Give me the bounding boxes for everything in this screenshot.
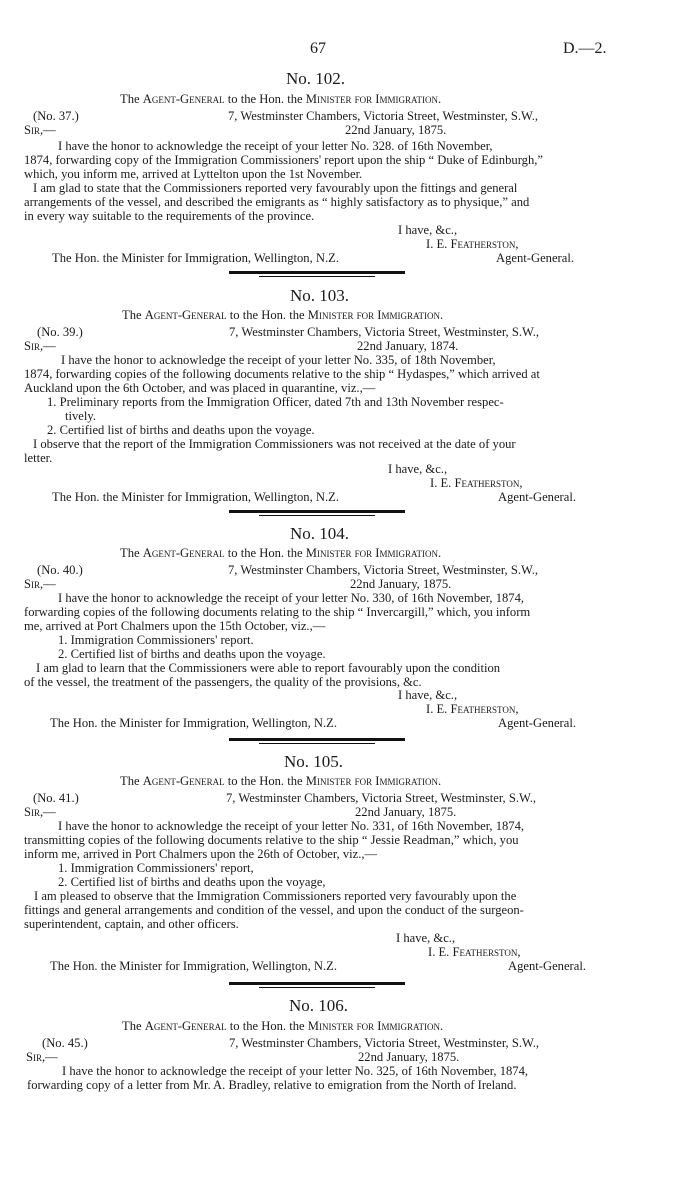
body-line: transmitting copies of the following documents relative to the ship “ Jessie Readman,” which, you	[24, 833, 519, 847]
letter-heading: The Agent-General to the Hon. the Minister for Immigration.	[120, 546, 442, 560]
document-reference: D.—2.	[563, 40, 607, 57]
page-number: 67	[310, 40, 326, 57]
letter-address: 7, Westminster Chambers, Victoria Street, Westminster, S.W.,	[229, 325, 540, 339]
body-line: letter.	[24, 451, 53, 465]
letter-ref: (No. 45.)	[42, 1036, 88, 1050]
from-role: Agent-General	[142, 774, 225, 788]
from-role: Agent-General	[144, 308, 227, 322]
to-role: Minister for Immigration	[307, 1019, 440, 1033]
letter-number: No. 105.	[284, 752, 344, 771]
letter-signer: I. E. Featherston,	[426, 702, 519, 716]
letter-recipient: The Hon. the Minister for Immigration, Wellington, N.Z.	[52, 490, 339, 504]
body-line: 1. Preliminary reports from the Immigration Officer, dated 7th and 13th November respec-	[47, 395, 504, 409]
from-role: Agent-General	[144, 1019, 227, 1033]
letter-heading: The Agent-General to the Hon. the Minister for Immigration.	[122, 308, 444, 322]
body-line: I have the honor to acknowledge the receipt of your letter No. 331, of 16th November, 1874,	[58, 819, 525, 833]
letter-ref: (No. 41.)	[33, 791, 79, 805]
letter-address: 7, Westminster Chambers, Victoria Street, Westminster, S.W.,	[228, 109, 539, 123]
separator-rule	[229, 271, 405, 274]
body-line: inform me, arrived in Port Chalmers upon the 26th of October, viz.,—	[24, 847, 378, 861]
letter-ref: (No. 39.)	[37, 325, 83, 339]
letter-salutation: Sir,—	[24, 577, 56, 591]
letter-signer: I. E. Featherston,	[426, 237, 519, 251]
body-line: 1874, forwarding copies of the following documents relative to the ship “ Hydaspes,” which arrived at	[24, 367, 540, 381]
letter-closing: I have, &c.,	[398, 688, 458, 702]
letter-signer-title: Agent-General.	[508, 959, 586, 973]
letter-closing: I have, &c.,	[396, 931, 456, 945]
letter-closing: I have, &c.,	[398, 223, 458, 237]
body-line: 2. Certified list of births and deaths upon the voyage.	[47, 423, 315, 437]
letter-number: No. 104.	[290, 524, 350, 543]
body-line: I have the honor to acknowledge the receipt of your letter No. 335, of 18th November,	[61, 353, 496, 367]
body-line: tively.	[65, 409, 97, 423]
letter-recipient: The Hon. the Minister for Immigration, Wellington, N.Z.	[50, 716, 337, 730]
separator-rule	[259, 987, 375, 988]
separator-rule	[229, 738, 405, 741]
body-line: forwarding copy of a letter from Mr. A. Bradley, relative to emigration from the North of Ireland.	[27, 1078, 517, 1092]
letter-signer: I. E. Featherston,	[430, 476, 523, 490]
body-line: forwarding copies of the following documents relating to the ship “ Invercargill,” which, you inform	[24, 605, 531, 619]
body-line: 1. Immigration Commissioners' report.	[58, 633, 254, 647]
letter-heading: The Agent-General to the Hon. the Minister for Immigration.	[120, 774, 442, 788]
separator-rule	[259, 515, 375, 516]
separator-rule	[229, 982, 405, 985]
letter-number: No. 102.	[286, 69, 346, 88]
letter-number: No. 106.	[289, 996, 349, 1015]
separator-rule	[259, 276, 375, 277]
body-line: arrangements of the vessel, and described the emigrants as “ highly satisfactory as to physique,” and	[24, 195, 530, 209]
to-role: Minister for Immigration	[305, 546, 438, 560]
body-line: 1. Immigration Commissioners' report,	[58, 861, 254, 875]
body-line: I am pleased to observe that the Immigration Commissioners reported very favourably upon the	[34, 889, 517, 903]
body-line: 2. Certified list of births and deaths upon the voyage,	[58, 875, 326, 889]
letter-ref: (No. 40.)	[37, 563, 83, 577]
letter-date: 22nd January, 1875.	[355, 805, 457, 819]
letter-salutation: Sir,—	[26, 1050, 58, 1064]
from-role: Agent-General	[142, 546, 225, 560]
letter-salutation: Sir,—	[24, 123, 56, 137]
separator-rule	[229, 510, 405, 513]
from-role: Agent-General	[142, 92, 225, 106]
body-line: I am glad to state that the Commissioners reported very favourably upon the fittings and general	[33, 181, 518, 195]
body-line: Auckland upon the 6th October, and was placed in quarantine, viz.,—	[24, 381, 376, 395]
letter-date: 22nd January, 1875.	[345, 123, 447, 137]
letter-recipient: The Hon. the Minister for Immigration, Wellington, N.Z.	[52, 251, 339, 265]
letter-salutation: Sir,—	[24, 805, 56, 819]
letter-closing: I have, &c.,	[388, 462, 448, 476]
body-line: 1874, forwarding copy of the Immigration Commissioners' report upon the ship “ Duke of Edinburgh,”	[24, 153, 543, 167]
body-line: of the vessel, the treatment of the passengers, the quality of the provisions, &c.	[24, 675, 422, 689]
letter-number: No. 103.	[290, 286, 350, 305]
letter-recipient: The Hon. the Minister for Immigration, Wellington, N.Z.	[50, 959, 337, 973]
letter-heading: The Agent-General to the Hon. the Minister for Immigration.	[120, 92, 442, 106]
body-line: which, you inform me, arrived at Lyttelton upon the 1st November.	[24, 167, 363, 181]
body-line: superintendent, captain, and other officers.	[24, 917, 239, 931]
letter-salutation: Sir,—	[24, 339, 56, 353]
to-role: Minister for Immigration	[305, 774, 438, 788]
letter-signer-title: Agent-General.	[496, 251, 574, 265]
letter-address: 7, Westminster Chambers, Victoria Street, Westminster, S.W.,	[226, 791, 537, 805]
letter-date: 22nd January, 1875.	[358, 1050, 460, 1064]
to-role: Minister for Immigration	[307, 308, 440, 322]
letter-ref: (No. 37.)	[33, 109, 79, 123]
letter-signer-title: Agent-General.	[498, 716, 576, 730]
to-role: Minister for Immigration	[305, 92, 438, 106]
body-line: I observe that the report of the Immigration Commissioners was not received at the date of your	[33, 437, 516, 451]
letter-address: 7, Westminster Chambers, Victoria Street, Westminster, S.W.,	[228, 563, 539, 577]
body-line: fittings and general arrangements and condition of the vessel, and upon the conduct of the surgeon-	[24, 903, 524, 917]
letter-heading: The Agent-General to the Hon. the Minister for Immigration.	[122, 1019, 444, 1033]
letter-signer-title: Agent-General.	[498, 490, 576, 504]
body-line: in every way suitable to the requirements of the province.	[24, 209, 315, 223]
letter-date: 22nd January, 1874.	[357, 339, 459, 353]
body-line: 2. Certified list of births and deaths upon the voyage.	[58, 647, 326, 661]
letter-date: 22nd January, 1875.	[350, 577, 452, 591]
body-line: I am glad to learn that the Commissioners were able to report favourably upon the condition	[36, 661, 501, 675]
body-line: I have the honor to acknowledge the receipt of your letter No. 325, of 16th November, 1874,	[62, 1064, 529, 1078]
letter-address: 7, Westminster Chambers, Victoria Street, Westminster, S.W.,	[229, 1036, 540, 1050]
separator-rule	[259, 743, 375, 744]
body-line: me, arrived at Port Chalmers upon the 15th October, viz.,—	[24, 619, 326, 633]
letter-signer: I. E. Featherston,	[428, 945, 521, 959]
body-line: I have the honor to acknowledge the receipt of your letter No. 330, of 16th November, 1874,	[58, 591, 525, 605]
body-line: I have the honor to acknowledge the receipt of your letter No. 328. of 16th November,	[58, 139, 493, 153]
